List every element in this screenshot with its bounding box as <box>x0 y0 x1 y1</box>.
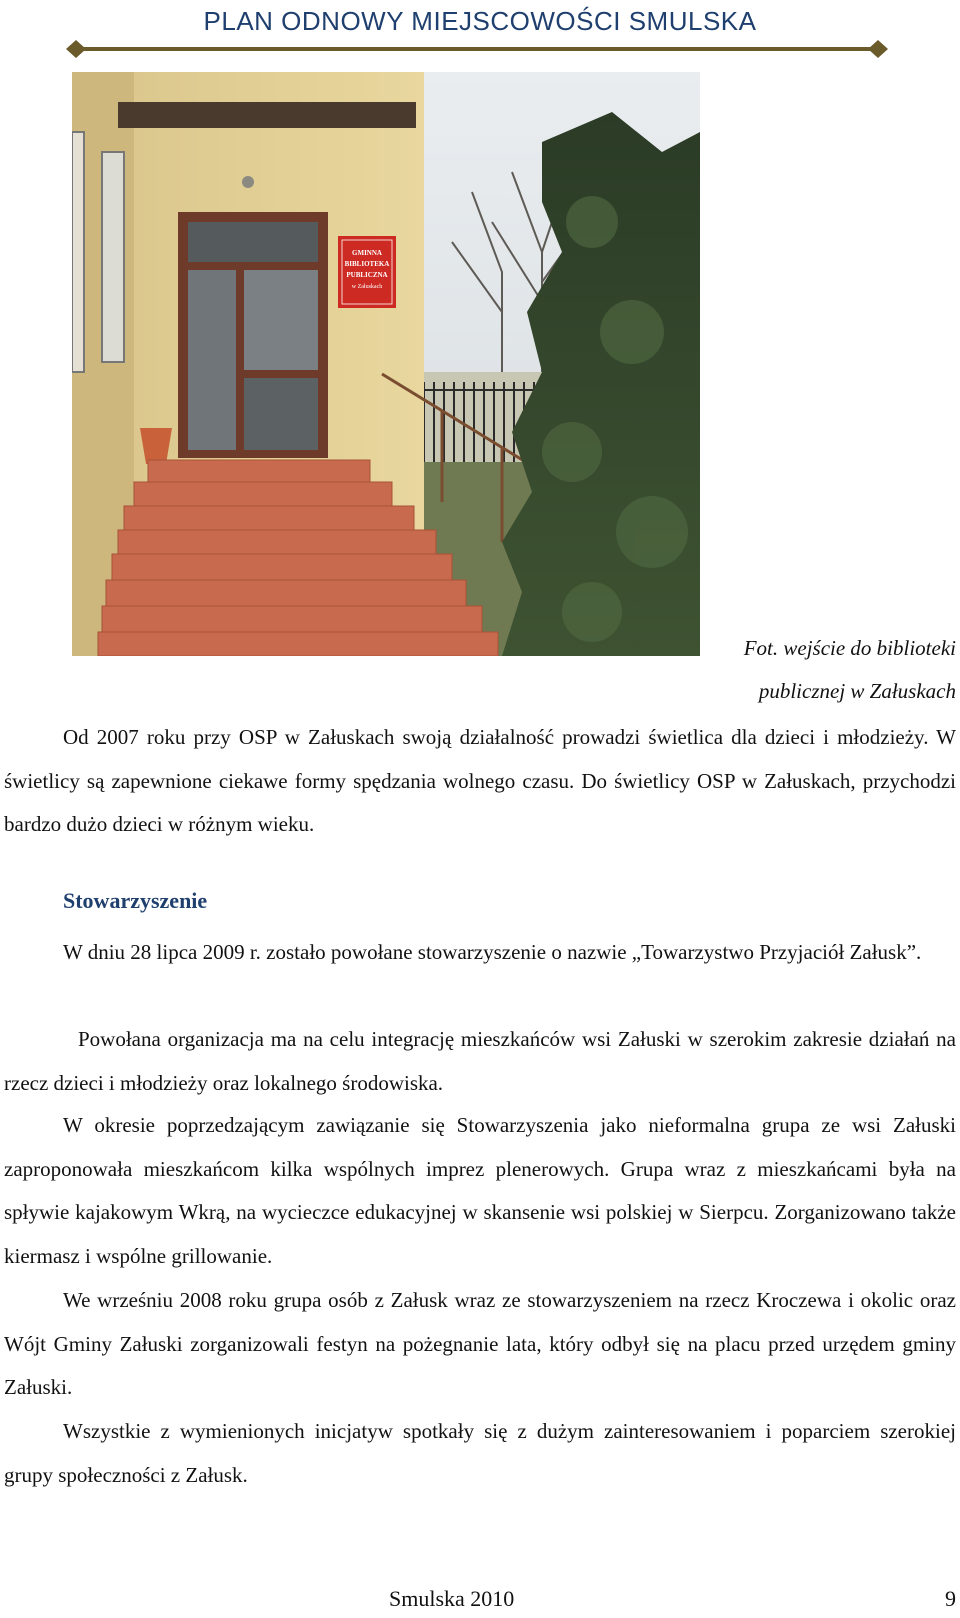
paragraph-text: Powołana organizacja ma na celu integrację mieszkańców wsi Załuski w szerokim zakresie działań na rzecz dzieci i młodzieży oraz lokalnego środowiska. <box>4 1027 956 1095</box>
paragraph-goal <box>4 1018 956 1105</box>
paragraph-text: We wrześniu 2008 roku grupa osób z Załusk wraz ze stowarzyszeniem na rzecz Kroczewa i okolic oraz Wójt Gminy Załuski zorganizowali festyn na pożegnanie lata, który odbył się na placu przed urzędem gminy Załuski. <box>4 1288 956 1399</box>
page-number: 9 <box>945 1586 956 1611</box>
header-rule <box>66 38 888 60</box>
paragraph-swietlica <box>4 716 956 847</box>
sign-line-4: w Załuskach <box>351 284 383 290</box>
photo-caption-line-1: Fot. wejście do biblioteki <box>743 636 956 660</box>
photo-caption-line-2: publicznej w Załuskach <box>758 679 956 703</box>
paragraph-summary <box>4 1410 956 1497</box>
section-heading: Stowarzyszenie <box>63 888 208 913</box>
sign-line-3: PUBLICZNA <box>346 271 388 279</box>
paragraph-history <box>4 1104 956 1278</box>
paragraph-festyn <box>4 1279 956 1410</box>
paragraph-text: Wszystkie z wymienionych inicjatyw spotkały się z dużym zainteresowaniem i poparciem szerokiej grupy społeczności z Załusk. <box>4 1419 956 1487</box>
paragraph-founding <box>4 931 956 975</box>
paragraph-text: W dniu 28 lipca 2009 r. zostało powołane stowarzyszenie o nazwie „Towarzystwo Przyjaciół Załusk”. <box>63 940 922 964</box>
paragraph-text: Od 2007 roku przy OSP w Załuskach swoją działalność prowadzi świetlica dla dzieci i młodzieży. W świetlicy są zapewnione ciekawe formy spędzania wolnego czasu. Do świetlicy OSP w Załuskach, przychodzi bardzo dużo dzieci w różnym wieku. <box>4 725 956 836</box>
footer-title: Smulska 2010 <box>389 1586 515 1611</box>
library-entrance-photo <box>72 72 700 656</box>
sign-line-2: BIBLIOTEKA <box>344 260 390 268</box>
page-header-title: PLAN ODNOWY MIEJSCOWOŚCI SMULSKA <box>203 6 757 36</box>
paragraph-text: W okresie poprzedzającym zawiązanie się Stowarzyszenia jako nieformalna grupa ze wsi Załuski zaproponowała mieszkańcom kilka wspólnych imprez plenerowych. Grupa wraz z mieszkańcami była na spływie kajakowym Wkrą, na wycieczce edukacyjnej w skansenie wsi polskiej w Sierpcu. Zorganizowano także kiermasz i wspólne grillowanie. <box>4 1113 956 1268</box>
sign-line-1: GMINNA <box>352 249 382 257</box>
